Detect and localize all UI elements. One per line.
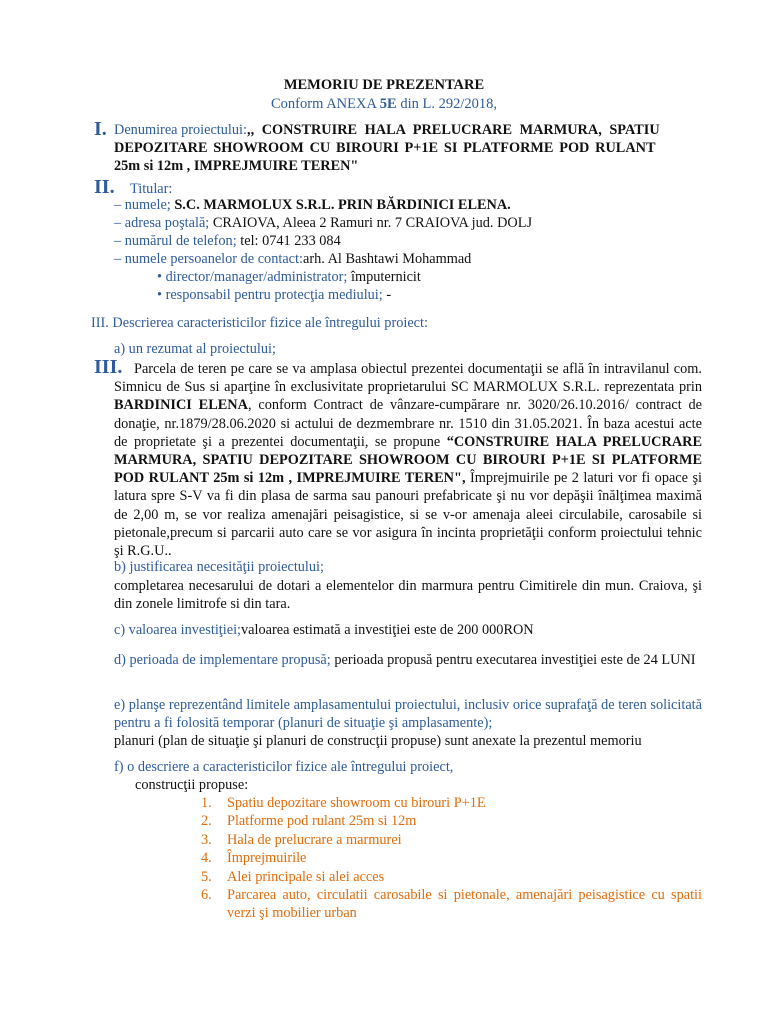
para-owner-name: BARDINICI ELENA <box>114 397 248 414</box>
subtitle-annex: 5E <box>379 96 397 112</box>
list-number: 4. <box>201 850 212 867</box>
titular-address-value: CRAIOVA, Aleea 2 Ramuri nr. 7 CRAIOVA jud. DOLJ <box>209 215 533 231</box>
item-d <box>114 651 702 669</box>
item-f-label: f) o descriere a caracteristicilor fizice ale întregului proiect, <box>114 759 454 775</box>
titular-names-label: – numele; <box>114 197 171 213</box>
section-3-heading: III. Descrierea caracteristicilor fizice ale întregului proiect: <box>91 315 428 331</box>
section-2-numeral: II. <box>94 176 115 198</box>
section-1-label: Denumirea proiectului: <box>114 122 247 138</box>
para-part-1: Parcela de teren pe care se va amplasa obiectul prezentei documentaţii se află în intravilanul com. Simnicu de Sus si aparţine în exclusivitate proprietarului SC MARMOLUX S.R.L. reprezentata prin <box>114 361 702 396</box>
section-1-line1 <box>114 122 702 139</box>
section-1-title-line3: 25m si 12m , IMPREJMUIRE TEREN" <box>114 158 359 174</box>
titular-address-label: – adresa poştală; <box>114 215 210 231</box>
item-d-label: d) perioada de implementare propusă; <box>114 652 331 668</box>
titular-env-label: • responsabil pentru protecţia mediului; <box>157 287 383 303</box>
para-part-3: Împrejmuirile pe 2 laturi vor fi opace şi latura spre S-V va fi din plasa de sarma sau panouri prefabricate şi nu vor depăşii înălţimea maximă de 2,00 m, se vor realiza amenajări peisagistice, si se v-or amenaja aleei circulabile, carosabile si pietonale,precum si parcarii auto care se vor asigura în incinta proprietăţii conform proiectului tehnic şi R.G.U.. <box>114 470 702 560</box>
section-3-paragraph <box>114 360 702 560</box>
list-number: 5. <box>201 868 212 885</box>
list-number: 2. <box>201 813 212 830</box>
subtitle-law: din L. 292/2018, <box>396 96 497 112</box>
titular-env-value: - <box>382 287 392 303</box>
titular-director-label: • director/manager/administrator; <box>157 269 348 285</box>
list-text: Platforme pod rulant 25m si 12m <box>227 813 417 830</box>
item-e-label: e) planşe reprezentând limitele amplasamentului proiectului, inclusiv orice suprafaţă de teren solicitată pentru a fi folosită temporar (planuri de situaţie şi amplasamente); <box>114 697 702 732</box>
titular-names <box>114 197 511 214</box>
list-text: Hala de prelucrare a marmurei <box>227 831 402 848</box>
item-d-text: perioada propusă pentru executarea investiţiei este de 24 LUNI <box>330 652 696 668</box>
document-subtitle <box>0 96 768 113</box>
list-item <box>190 886 702 923</box>
item-e-text: planuri (plan de situaţie şi planuri de construcţii propuse) sunt anexate la prezentul memoriu <box>114 733 642 749</box>
list-text: Împrejmuirile <box>227 850 307 867</box>
titular-phone-label: – numărul de telefon; <box>114 233 237 249</box>
para-part-2: , conform Contract de vânzare-cumpărare nr. 3020/26.10.2016/ contract de donaţie, nr.1879/28.06.2020 si actului de dezmembrare nr. 1510 din 31.05.2021. În baza acestui acte de proprietate şi a prezentei documentaţii, se propune <box>114 397 703 450</box>
titular-phone-value: tel: 0741 233 084 <box>236 233 341 249</box>
item-c <box>114 622 534 639</box>
item-f-sub: construcţii propuse: <box>135 777 249 793</box>
list-number: 1. <box>201 795 212 811</box>
item-b-label: b) justificarea necesităţii proiectului; <box>114 559 324 575</box>
list-item <box>190 868 702 886</box>
list-text: Parcarea auto, circulatii carosabile si pietonale, amenajări peisagistice cu spatii verzi şi mobilier urban <box>227 887 702 922</box>
section-3-numeral: III. <box>94 356 123 378</box>
item-c-label: c) valoarea investiţiei; <box>114 622 242 638</box>
list-text: Spatiu depozitare showroom cu birouri P+1E <box>227 795 486 811</box>
titular-contact-value: arh. Al Bashtawi Mohammad <box>302 251 472 267</box>
titular-names-value: S.C. MARMOLUX S.R.L. PRIN BĂRDINICI ELENA. <box>170 197 511 213</box>
titular-address <box>114 215 532 232</box>
list-number: 3. <box>201 831 212 848</box>
list-number: 6. <box>201 887 212 904</box>
titular-contact <box>114 251 471 268</box>
titular-phone <box>114 233 341 250</box>
subtitle-part: Conform ANEXA <box>271 96 380 112</box>
list-item <box>190 812 702 830</box>
section-2-label: Titular: <box>130 181 173 197</box>
section-1-title-line1: ,, CONSTRUIRE HALA PRELUCRARE MARMURA, SPATIU <box>247 122 660 138</box>
list-text: Alei principale si alei acces <box>227 868 385 885</box>
list-item <box>190 831 702 849</box>
document-title: MEMORIU DE PREZENTARE <box>283 77 485 93</box>
section-1-title-line2: DEPOZITARE SHOWROOM CU BIROURI P+1E SI PLATFORME POD RULANT <box>114 140 656 156</box>
item-a-label: a) un rezumat al proiectului; <box>114 341 276 357</box>
para-project-title: “CONSTRUIRE HALA PRELUCRARE MARMURA, SPATIU DEPOZITARE SHOWROOM CU BIROURI P+1E SI PLATFORME POD RULANT 25m si 12m , IMPREJMUIRE TEREN", <box>114 433 703 487</box>
titular-contact-label: – numele persoanelor de contact: <box>114 251 303 267</box>
proposed-constructions-list <box>190 794 702 923</box>
titular-env <box>157 287 391 304</box>
titular-director-value: împuternicit <box>347 269 421 285</box>
list-item <box>190 849 702 867</box>
titular-director <box>157 269 421 286</box>
list-item <box>190 794 702 812</box>
item-b-text: completarea necesarului de dotari a elementelor din marmura pentru Cimitirele din mun. Craiova, şi din zonele limitrofe si din tara. <box>114 578 702 613</box>
item-c-text: valoarea estimată a investiţiei este de 200 000RON <box>241 622 534 638</box>
section-1-numeral: I. <box>94 118 107 140</box>
